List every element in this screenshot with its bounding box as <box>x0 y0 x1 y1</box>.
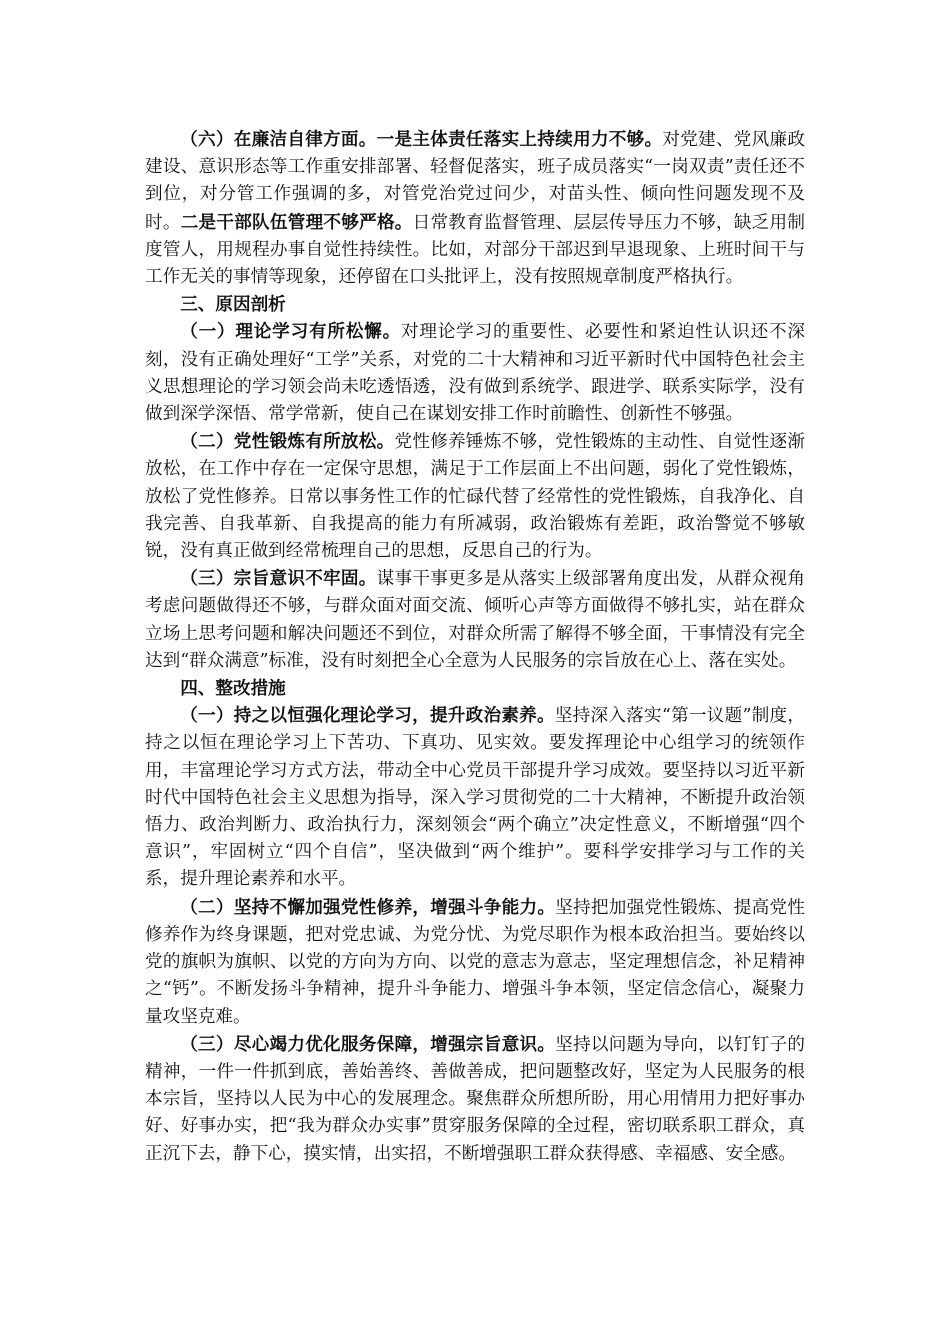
paragraph-party-spirit <box>145 428 805 565</box>
paragraph-lead: （三）宗旨意识不牢固。 <box>180 568 377 590</box>
paragraph-lead: （一）理论学习有所松懈。 <box>180 321 401 343</box>
paragraph-bold-segment: 一是主体责任落实上持续用力不够。 <box>376 129 663 150</box>
paragraph-measure-theory <box>145 702 805 893</box>
paragraph-lead: （六）在廉洁自律方面。 <box>180 129 377 150</box>
paragraph-measure-service <box>145 1031 805 1168</box>
paragraph-text: 坚持深入落实“第一议题”制度，持之以恒在理论学习上下苦功、下真功、见实效。要发挥理论中心组学习的统领作用，丰富理论学习方式方法，带动全中心党员干部提升学习成效。要坚持以习近平新时代中国特色社会主义思想为指导，深入学习贯彻党的二十大精神，不断提升政治领悟力、政治判断力、政治执行力，深刻领会“两个确立”决定性意义，不断增强“四个意识”，牢固树立“四个自信”，坚决做到“两个维护”。要科学安排学习与工作的关系，提升理论素养和水平。 <box>145 706 805 890</box>
paragraph-bold-segment: 二是干部队伍管理不够严格。 <box>180 211 413 233</box>
paragraph-text: 坚持把加强党性锻炼、提高党性修养作为终身课题，把对党忠诚、为党分忧、为党尽职作为根本政治担当。要始终以党的旗帜为旗帜、以党的方向为方向、以党的意志为意志，坚定理想信念，补足精神之“钙”。不断发扬斗争精神，提升斗争能力、增强斗争本领，坚定信念信心，凝聚力量攻坚克难。 <box>145 897 805 1027</box>
paragraph-lead: （二）坚持不懈加强党性修养，增强斗争能力。 <box>180 896 556 918</box>
paragraph-lead: （三）尽心竭力优化服务保障，增强宗旨意识。 <box>180 1033 556 1055</box>
paragraph-text: 坚持以问题为导向，以钉钉子的精神，一件一件抓到底，善始善终、善做善成，把问题整改好，坚定为人民服务的根本宗旨，坚持以人民为中心的发展理念。聚焦群众所想所盼，用心用情用力把好事办好、好事办实，把“我为群众办实事”贯穿服务保障的全过程，密切联系职工群众，真正沉下去，静下心，摸实情，出实招，不断增强职工群众获得感、幸福感、安全感。 <box>145 1034 805 1164</box>
paragraph-lead: （二）党性锻炼有所放松。 <box>180 431 395 453</box>
section-heading-causes: 三、原因剖析 <box>180 294 286 316</box>
paragraph-theory-study <box>145 318 805 428</box>
paragraph-lead: （一）持之以恒强化理论学习，提升政治素养。 <box>180 705 555 727</box>
paragraph-measure-party-spirit <box>145 894 805 1031</box>
paragraph-text: 谋事干事更多是从落实上级部署角度出发，从群众视角考虑问题做得还不够，与群众面对面交流、倾听心声等方面做得不够扎实，站在群众立场上思考问题和解决问题还不到位，对群众所需了解得不够全面，干事情没有完全达到“群众满意”标准，没有时刻把全心全意为人民服务的宗旨放在心上、落在实处。 <box>145 569 805 671</box>
paragraph-text: 对理论学习的重要性、必要性和紧迫性认识还不深刻，没有正确处理好“工学”关系，对党的二十大精神和习近平新时代中国特色社会主义思想理论的学习领会尚未吃透悟透，没有做到系统学、跟进学、联系实际学，没有做到深学深悟、常学常新，使自己在谋划安排工作时前瞻性、创新性不够强。 <box>145 322 805 425</box>
paragraph-integrity <box>145 126 805 291</box>
paragraph-text: 党性修养锤炼不够，党性锻炼的主动性、自觉性逐渐放松，在工作中存在一定保守思想，满足于工作层面上不出问题，弱化了党性锻炼，放松了党性修养。日常以事务性工作的忙碌代替了经常性的党性锻炼，自我净化、自我完善、自我革新、自我提高的能力有所减弱，政治锻炼有差距，政治警觉不够敏锐，没有真正做到经常梳理自己的思想，反思自己的行为。 <box>145 432 805 562</box>
paragraph-text: 日常教育监督管理、层层传导压力不够，缺乏用制度管人，用规程办事自觉性持续性。比如，对部分干部迟到早退现象、上班时间干与工作无关的事情等现象，还停留在口头批评上，没有按照规章制度严格执行。 <box>145 212 805 288</box>
document-page <box>145 126 805 1168</box>
paragraph-text: 对党建、党风廉政建设、意识形态等工作重安排部署、轻督促落实，班子成员落实“一岗双责”责任还不到位，对分管工作强调的多，对管党治党过问少，对苗头性、倾向性问题发现不及时。 <box>145 130 805 233</box>
section-heading-measures: 四、整改措施 <box>180 678 286 700</box>
paragraph-purpose-awareness <box>145 565 805 675</box>
